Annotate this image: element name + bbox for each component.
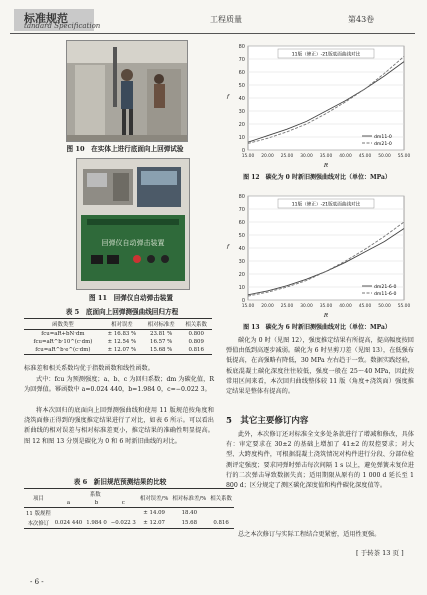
x-tick-label: 30.00 <box>300 154 313 159</box>
table-cell <box>84 508 109 519</box>
table-cell: 15.68 % <box>142 346 180 355</box>
y-tick-label: 40 <box>238 246 245 252</box>
chart-fig12 <box>222 40 412 170</box>
table-cell: 1.984 0 <box>84 518 109 529</box>
legend-entry: dm11-0 <box>374 134 392 140</box>
continued-note: [ 于转茶 13 页 ] <box>356 549 404 557</box>
table-cell: 0.816 <box>180 346 212 355</box>
y-tick-label: 50 <box>238 83 245 89</box>
y-tick-label: 70 <box>238 57 245 63</box>
y-tick-label: 10 <box>238 135 245 141</box>
table-6-header: 系数 <box>53 489 138 500</box>
figure-13-caption: 图 13 碳化为 6 时新旧测强曲线对比（单位：MPa） <box>243 324 391 331</box>
legend-entry: dm11-6-0 <box>374 291 397 297</box>
table-6-caption: 表 6 新旧规范预测结果的比较 <box>73 478 167 486</box>
table-5 <box>24 318 212 355</box>
table-cell <box>109 508 138 519</box>
table-cell <box>208 508 234 519</box>
paragraph-right-1: 碳化为 0 时（见图 12），强度推定结果有所提高，提高幅度按回弹值由低到高逐步减弱。碳化为 6 时呈剪刀差（见图 13），在低强布低提高，在高强略有降低，30 MPa 左右趋于一致。数据实践经验，板底混凝土碳化深度往往较低，强度一般在 25～40 MPa，因此按常用区间来看，本次回归曲线整体较 11 版（角度+浇筑面）强度推定结果是整体有提高的。 <box>226 337 414 396</box>
table-cell: fcu=aR^b·e^(c·dm) <box>24 346 102 355</box>
table-cell: 0.800 <box>180 330 212 339</box>
section-5-heading: 5 其它主要修订内容 <box>226 416 309 426</box>
table-cell: ± 12.07 % <box>102 346 142 355</box>
x-tick-label: 50.00 <box>378 154 391 159</box>
table-cell: ± 12.54 % <box>107 339 137 345</box>
x-tick-label: 45.00 <box>358 304 372 309</box>
x-tick-label: 15.00 <box>241 304 255 309</box>
table-row <box>24 508 234 519</box>
table-cell: 23.81 % <box>142 330 180 339</box>
x-axis-label: R <box>323 163 329 169</box>
paragraph-right-3: 总之本次修订与实际工程结合更紧密，适用性更强。 <box>238 531 381 538</box>
table-cell: 本次修订 <box>24 518 53 529</box>
y-tick-label: 80 <box>238 44 245 50</box>
table-cell: 0.809 <box>188 339 204 345</box>
y-tick-label: 60 <box>238 220 245 226</box>
table-cell: 18.40 <box>170 508 208 519</box>
chart-fig13 <box>222 190 412 320</box>
x-tick-label: 35.00 <box>319 304 333 309</box>
table-6-header: a <box>66 500 71 506</box>
header-volume: 第43卷 <box>348 15 375 24</box>
y-axis-label: f <box>226 244 230 250</box>
y-tick-label: 0 <box>241 298 245 304</box>
figure-10-caption: 图 10 在实体上进行底面向上回弹试验 <box>66 145 184 153</box>
table-cell: 0.816 <box>208 518 234 529</box>
figure-12-caption: 图 12 碳化为 0 时新旧测强曲线对比（单位：MPa） <box>243 174 391 181</box>
journal-title: 标准规范 <box>24 12 68 25</box>
paragraph-3: 将本次回归的底面向上回弹测强曲线和使用 11 版规范按角度和浇筑面修正得到的强度推定结果进行了对比，如表 6 所示。可以看出新曲线的相对误差与相对标准差更小，推定结果的准确性明显提高。图 12 和图 13 分别是碳化为 0 和 6 时新旧曲线的对比。 <box>24 407 214 445</box>
table-6-header: c <box>121 500 125 506</box>
x-tick-label: 20.00 <box>261 154 274 159</box>
table-cell: −0.022 3 <box>109 518 138 529</box>
table-cell: ± 16.83 % <box>102 330 142 339</box>
table-cell: 15.68 <box>170 518 208 529</box>
y-tick-label: 0 <box>241 148 245 154</box>
x-tick-label: 15.00 <box>241 154 255 159</box>
table-row <box>24 518 234 529</box>
site-photo-illustration <box>67 41 187 141</box>
paragraph-2: 式中：fcu 为预测强度；a、b、c 为回归系数；dm 为碳化值，R 为回弹值。幂函数中 a=0.024 440，b=1.984 0，c=−0.022 3。 <box>24 376 214 394</box>
legend-title: 11版（修正）-21版底面曲线对比 <box>291 52 361 58</box>
table-6 <box>24 488 234 529</box>
figure-11-caption: 图 11 回弹仪自动弹击装置 <box>88 294 173 302</box>
x-tick-label: 55.00 <box>397 304 411 309</box>
figure-10-photo <box>66 40 188 142</box>
y-tick-label: 10 <box>238 285 245 291</box>
table-6-header: 相对误差/% <box>138 489 171 508</box>
x-tick-label: 20.00 <box>261 304 274 309</box>
table-5-header: 相对标准差 <box>142 319 180 330</box>
legend-entry: dm21-6-0 <box>374 284 397 290</box>
y-tick-label: 60 <box>238 70 245 76</box>
legend-entry: dm21-0 <box>374 141 392 147</box>
table-row <box>24 346 212 355</box>
y-tick-label: 50 <box>238 233 245 239</box>
figure-11-photo <box>76 158 190 290</box>
page-number: - 6 - <box>30 578 44 586</box>
y-tick-label: 80 <box>238 194 245 200</box>
y-tick-label: 30 <box>238 109 245 115</box>
journal-subtitle: tandard Specification <box>24 22 101 30</box>
table-cell: ± 14.09 <box>138 508 171 519</box>
header-center: 工程质量 <box>210 15 242 24</box>
device-photo-illustration <box>77 159 189 289</box>
paragraph-right-2: 此外，本次修订还对标准全文多处条款进行了增减和修改，具体有：审定要求在 30±2 的基础上增加了 41±2 的双控要求；对大型、大跨度构件，可根据混凝土浇筑情况对构件进行分段、分部位检测评定强度；要求同弹时弹击每次间隔 1 s 以上，避免弹簧未复位进行的二次弹击导致数据失真；适用期限从原有的 1 000 d 延长至 1 800 d；区分规定了测区碳化深度值和构件碳化深度值等。 <box>226 431 414 490</box>
x-tick-label: 55.00 <box>397 154 411 159</box>
table-5-caption: 表 5 底面向上回弹测强曲线回归方程 <box>65 308 179 316</box>
x-tick-label: 25.00 <box>280 304 294 309</box>
y-tick-label: 40 <box>238 96 245 102</box>
table-row <box>24 338 212 346</box>
table-6-header: 相对标准差/% <box>170 489 208 508</box>
x-axis-label: R <box>323 313 329 319</box>
x-tick-label: 30.00 <box>300 304 313 309</box>
table-5-header: 相对误差 <box>102 319 142 330</box>
device-panel-label: 回弹仪自动弹击装置 <box>101 239 165 247</box>
table-cell: 11 版规程 <box>24 508 53 519</box>
table-cell: 0.024 440 <box>53 518 84 529</box>
y-tick-label: 20 <box>238 272 245 278</box>
table-6-header: b <box>94 500 99 506</box>
paragraph-1: 标准差和相关系数均优于指数函数和线性函数。 <box>24 365 154 372</box>
table-5-header: 相关系数 <box>180 319 212 330</box>
y-tick-label: 30 <box>238 259 245 265</box>
x-tick-label: 35.00 <box>319 154 333 159</box>
table-cell: fcu=aR^b·10^(c·dm) <box>33 339 93 345</box>
table-5-header: 函数类型 <box>24 319 102 330</box>
table-cell: fcu=aR+bN·dm <box>24 330 102 339</box>
legend-title: 11版（修正）-21版底面曲线对比 <box>291 202 361 208</box>
table-cell: ± 12.07 <box>138 518 171 529</box>
x-tick-label: 45.00 <box>358 154 372 159</box>
x-tick-label: 50.00 <box>378 304 391 309</box>
y-tick-label: 20 <box>238 122 245 128</box>
table-cell: 16.57 % <box>150 339 173 345</box>
y-axis-label: f <box>226 94 230 100</box>
y-tick-label: 70 <box>238 207 245 213</box>
page-header <box>0 0 427 34</box>
x-tick-label: 25.00 <box>280 154 294 159</box>
table-6-header: 项目 <box>24 489 53 508</box>
x-tick-label: 40.00 <box>339 304 352 309</box>
table-cell <box>53 508 84 519</box>
header-rule <box>10 33 415 34</box>
x-tick-label: 40.00 <box>339 154 352 159</box>
table-row <box>24 330 212 339</box>
table-6-header: 相关系数 <box>208 489 234 508</box>
